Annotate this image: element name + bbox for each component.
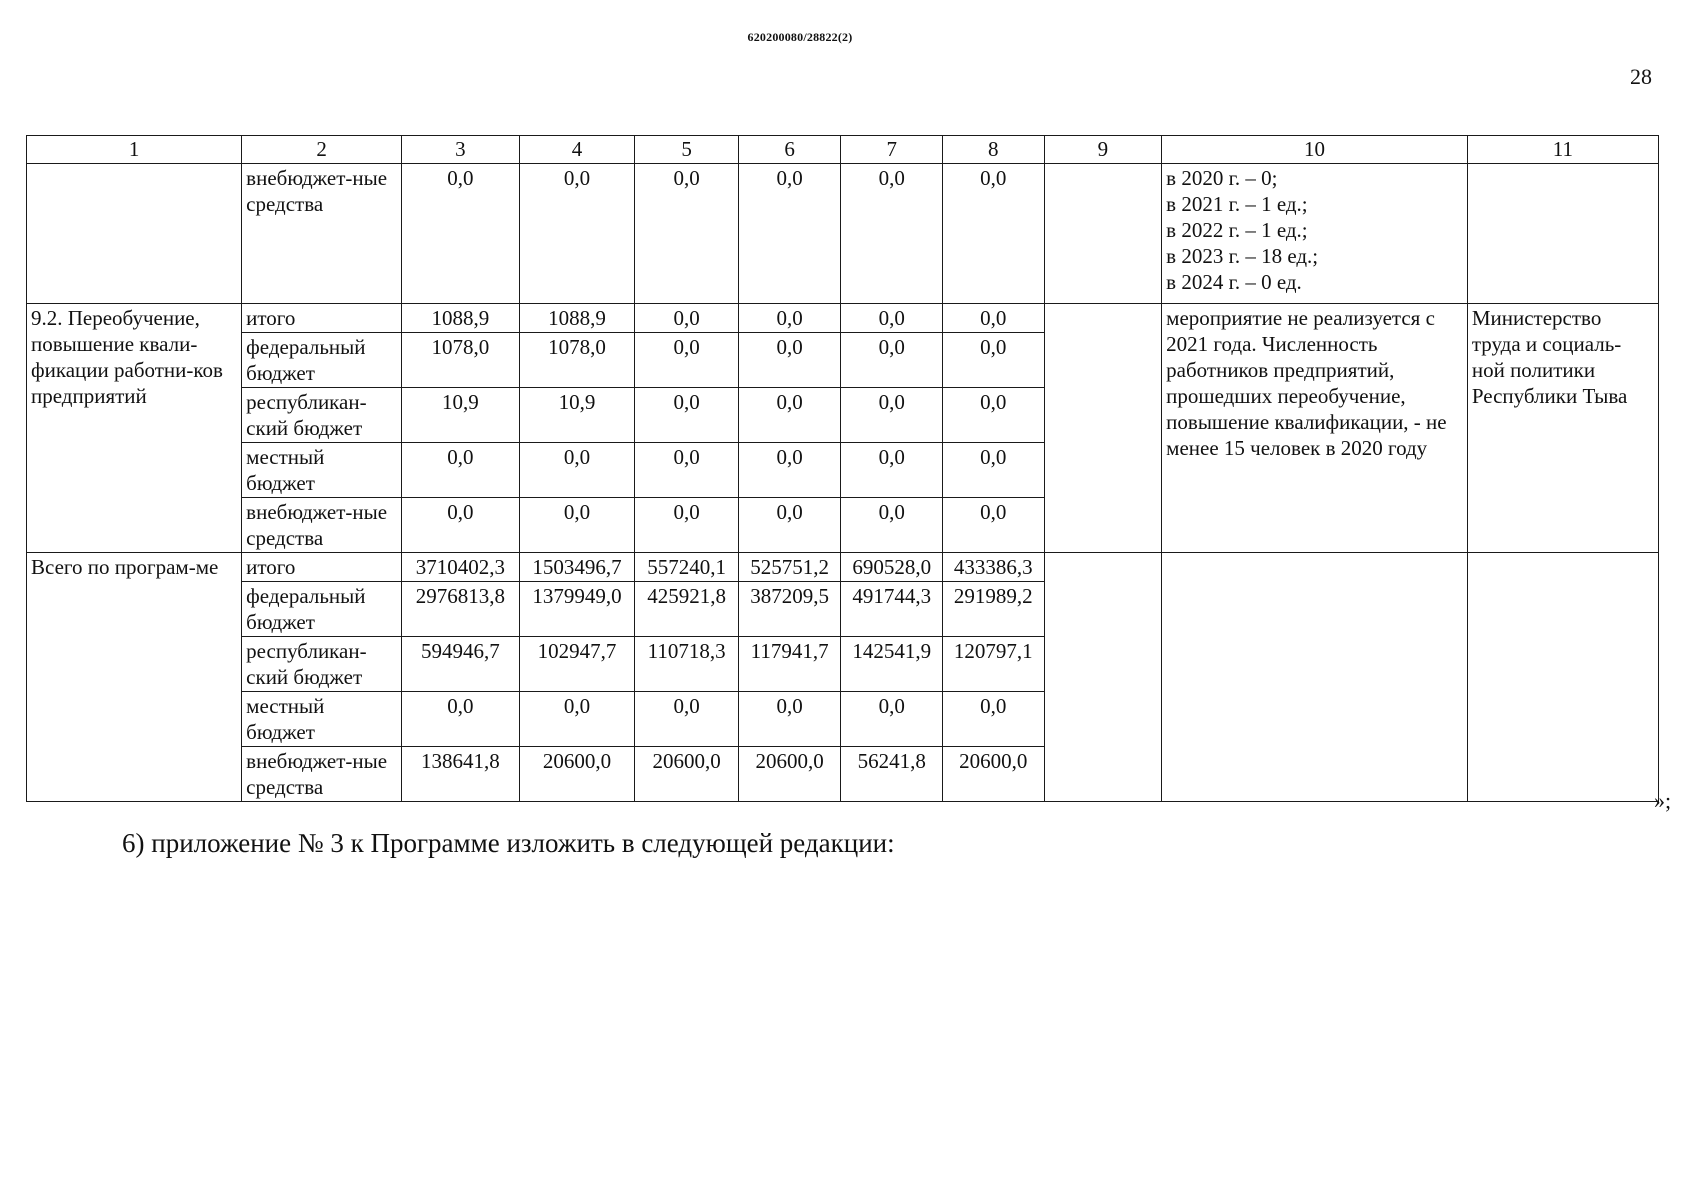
value-cell: 0,0 (402, 498, 520, 553)
column-number: 6 (738, 136, 841, 164)
value-cell: 142541,9 (841, 637, 943, 692)
column-number-row (27, 136, 1659, 164)
funding-source: федеральный бюджет (242, 582, 402, 637)
value-cell: 0,0 (635, 333, 739, 388)
value-cell: 10,9 (402, 388, 520, 443)
col9-cell (1044, 164, 1162, 304)
value-cell: 20600,0 (635, 747, 739, 802)
value-cell: 0,0 (519, 443, 635, 498)
column-number: 5 (635, 136, 739, 164)
result-cell: мероприятие не реализуется с 2021 года. Численность работников предприятий, прошедших переобучение, повышение квалификации, - не менее 15 человек в 2020 году (1162, 304, 1468, 553)
column-number: 1 (27, 136, 242, 164)
value-cell: 0,0 (635, 304, 739, 333)
value-cell: 0,0 (942, 498, 1044, 553)
funding-source: итого (242, 553, 402, 582)
value-cell: 0,0 (942, 164, 1044, 304)
result-cell (1162, 164, 1468, 304)
value-cell: 0,0 (635, 692, 739, 747)
column-number: 7 (841, 136, 943, 164)
value-cell: 0,0 (841, 443, 943, 498)
value-cell: 2976813,8 (402, 582, 520, 637)
column-number: 10 (1162, 136, 1468, 164)
value-cell: 0,0 (519, 498, 635, 553)
value-cell: 20600,0 (738, 747, 841, 802)
funding-source: республикан-ский бюджет (242, 388, 402, 443)
responsible-cell: Министерство труда и социаль-ной политики Республики Тыва (1467, 304, 1658, 553)
value-cell: 291989,2 (942, 582, 1044, 637)
value-cell: 0,0 (738, 388, 841, 443)
result-line: в 2021 г. – 1 ед.; (1166, 192, 1308, 216)
budget-table (26, 135, 1659, 802)
col9-cell (1044, 553, 1162, 802)
table-row (27, 553, 1659, 582)
value-cell: 0,0 (738, 443, 841, 498)
value-cell: 20600,0 (519, 747, 635, 802)
document-code: 620200080/28822(2) (747, 30, 853, 44)
column-number: 8 (942, 136, 1044, 164)
value-cell: 1088,9 (402, 304, 520, 333)
funding-source: федеральный бюджет (242, 333, 402, 388)
row-label: 9.2. Переобучение, повышение квали-фикации работни-ков предприятий (27, 304, 242, 553)
value-cell: 0,0 (635, 164, 739, 304)
column-number: 2 (242, 136, 402, 164)
value-cell: 0,0 (738, 304, 841, 333)
value-cell: 117941,7 (738, 637, 841, 692)
result-line: в 2022 г. – 1 ед.; (1166, 218, 1308, 242)
table-row (27, 304, 1659, 333)
closing-quote-mark: »; (1654, 788, 1672, 813)
value-cell: 433386,3 (942, 553, 1044, 582)
value-cell: 0,0 (942, 692, 1044, 747)
value-cell: 0,0 (942, 304, 1044, 333)
instruction-text: 6) приложение № 3 к Программе изложить в следующей редакции: (122, 828, 895, 858)
funding-source: итого (242, 304, 402, 333)
column-number: 4 (519, 136, 635, 164)
result-line: в 2020 г. – 0; (1166, 166, 1278, 190)
value-cell: 557240,1 (635, 553, 739, 582)
value-cell: 0,0 (738, 498, 841, 553)
column-number: 9 (1044, 136, 1162, 164)
value-cell: 0,0 (738, 692, 841, 747)
value-cell: 387209,5 (738, 582, 841, 637)
page-number: 28 (1630, 64, 1652, 89)
value-cell: 1503496,7 (519, 553, 635, 582)
value-cell: 1088,9 (519, 304, 635, 333)
result-line: в 2024 г. – 0 ед. (1166, 270, 1302, 294)
value-cell: 0,0 (402, 164, 520, 304)
value-cell: 0,0 (519, 164, 635, 304)
value-cell: 138641,8 (402, 747, 520, 802)
value-cell: 0,0 (635, 388, 739, 443)
funding-source: внебюджет-ные средства (242, 747, 402, 802)
value-cell: 20600,0 (942, 747, 1044, 802)
funding-source: внебюджет-ные средства (242, 164, 402, 304)
col9-cell (1044, 304, 1162, 553)
value-cell: 0,0 (519, 692, 635, 747)
value-cell: 120797,1 (942, 637, 1044, 692)
funding-source: республикан-ский бюджет (242, 637, 402, 692)
value-cell: 0,0 (841, 388, 943, 443)
value-cell: 56241,8 (841, 747, 943, 802)
value-cell: 1078,0 (402, 333, 520, 388)
value-cell: 0,0 (942, 333, 1044, 388)
value-cell: 0,0 (841, 333, 943, 388)
value-cell: 0,0 (402, 443, 520, 498)
responsible-cell (1467, 164, 1658, 304)
value-cell: 110718,3 (635, 637, 739, 692)
responsible-cell (1467, 553, 1658, 802)
value-cell: 425921,8 (635, 582, 739, 637)
value-cell: 0,0 (402, 692, 520, 747)
value-cell: 0,0 (942, 443, 1044, 498)
table-row (27, 164, 1659, 304)
funding-source: местный бюджет (242, 443, 402, 498)
row-label: Всего по програм-ме (27, 553, 242, 802)
value-cell: 0,0 (841, 304, 943, 333)
value-cell: 0,0 (841, 498, 943, 553)
value-cell: 594946,7 (402, 637, 520, 692)
funding-source: внебюджет-ные средства (242, 498, 402, 553)
value-cell: 0,0 (841, 692, 943, 747)
value-cell: 525751,2 (738, 553, 841, 582)
funding-source: местный бюджет (242, 692, 402, 747)
value-cell: 491744,3 (841, 582, 943, 637)
result-line: в 2023 г. – 18 ед.; (1166, 244, 1319, 268)
value-cell: 0,0 (635, 443, 739, 498)
value-cell: 0,0 (942, 388, 1044, 443)
value-cell: 0,0 (738, 164, 841, 304)
value-cell: 0,0 (635, 498, 739, 553)
column-number: 11 (1467, 136, 1658, 164)
result-cell (1162, 553, 1468, 802)
value-cell: 1078,0 (519, 333, 635, 388)
value-cell: 3710402,3 (402, 553, 520, 582)
column-number: 3 (402, 136, 520, 164)
value-cell: 1379949,0 (519, 582, 635, 637)
value-cell: 102947,7 (519, 637, 635, 692)
row-label (27, 164, 242, 304)
value-cell: 0,0 (841, 164, 943, 304)
value-cell: 690528,0 (841, 553, 943, 582)
value-cell: 10,9 (519, 388, 635, 443)
value-cell: 0,0 (738, 333, 841, 388)
